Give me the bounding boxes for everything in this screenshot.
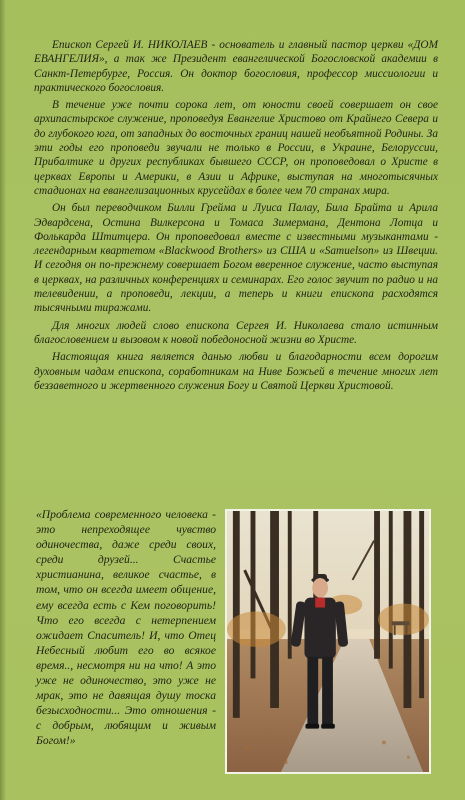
- quote-text: «Проблема современного человека - это непреходящее чувство одиночества, даже среди своих, среди друзей... Счастье христианина, великое счастье, в том, что он всегда имеет общение, ему всегда есть с Кем поговорить! Что его всегда с нетерпением ожидает Спаситель! И, что Отец Небесный любит его во всякое время.., несмотря ни на что! А это уже не одиночество, это уже не мрак, это не давящая душу тоска безысходности... Это отношения - с добрым, любящим и живым Богом!»: [36, 508, 216, 748]
- bio-paragraph-1: Епископ Сергей И. НИКОЛАЕВ - основатель и главный пастор церкви «ДОМ ЕВАНГЕЛИЯ», а так же Президент евангелической Богословской академии в Санкт-Петербурге, Россия. Он доктор богословия, профессор миссиологии и практического богословия.: [34, 39, 438, 94]
- spine-shadow: [0, 0, 6, 800]
- bio-paragraph-2: В течение уже почти сорока лет, от юности своей совершает он свое архипастырское служение, проповедуя Евангелие Христово от Крайнего Севера и до глубокого юга, от западных до восточных границ нашей необъятной Родины. За эти годы его проповеди звучали не только в России, в Украине, Белоруссии, Прибалтике и других республиках бывшего СССР, он проповедовал о Христе в церквах Европы и Америки, в Азии и Африке, выступая на многотысячных стадионах на евангелизационных крусейдах в более чем 70 странах мира.: [34, 99, 438, 197]
- author-quote: [36, 507, 216, 749]
- bio-paragraph-3: Он был переводчиком Билли Грейма и Луиса Палау, Била Брайта и Арила Эдвардсена, Остина Вилкерсона и Томаса Зимермана, Дентона Лотца и Фолькарда Штитцера. Он проповедовал вместе с известными музыкантами - легендарным квартетом «Blackwood Brothers» из США и «Samuelson» из Швеции. И сегодня он по-прежнему совершает Богом вверенное служение, часто выступая в церквах, на различных конференциях и семинарах. Его голос звучит по радио и на телевидении, а проповеди, лекции, а теперь и книги епископа расходятся тысячными тиражами.: [34, 202, 438, 315]
- author-photo: [225, 509, 431, 774]
- author-photo-image: [227, 511, 429, 772]
- bio-paragraph-4: Для многих людей слово епископа Сергея И. Николаева стало истинным благословением и вызовом к новой победоносной жизни во Христе.: [34, 319, 438, 346]
- bio-paragraph-5: Настоящая книга является данью любви и благодарности всем дорогим духовным чадам епископа, соработникам на Ниве Божьей в течение многих лет беззаветного и жертвенного служения Богу и Святой Церкви Христовой.: [34, 351, 438, 392]
- author-bio: [34, 38, 438, 396]
